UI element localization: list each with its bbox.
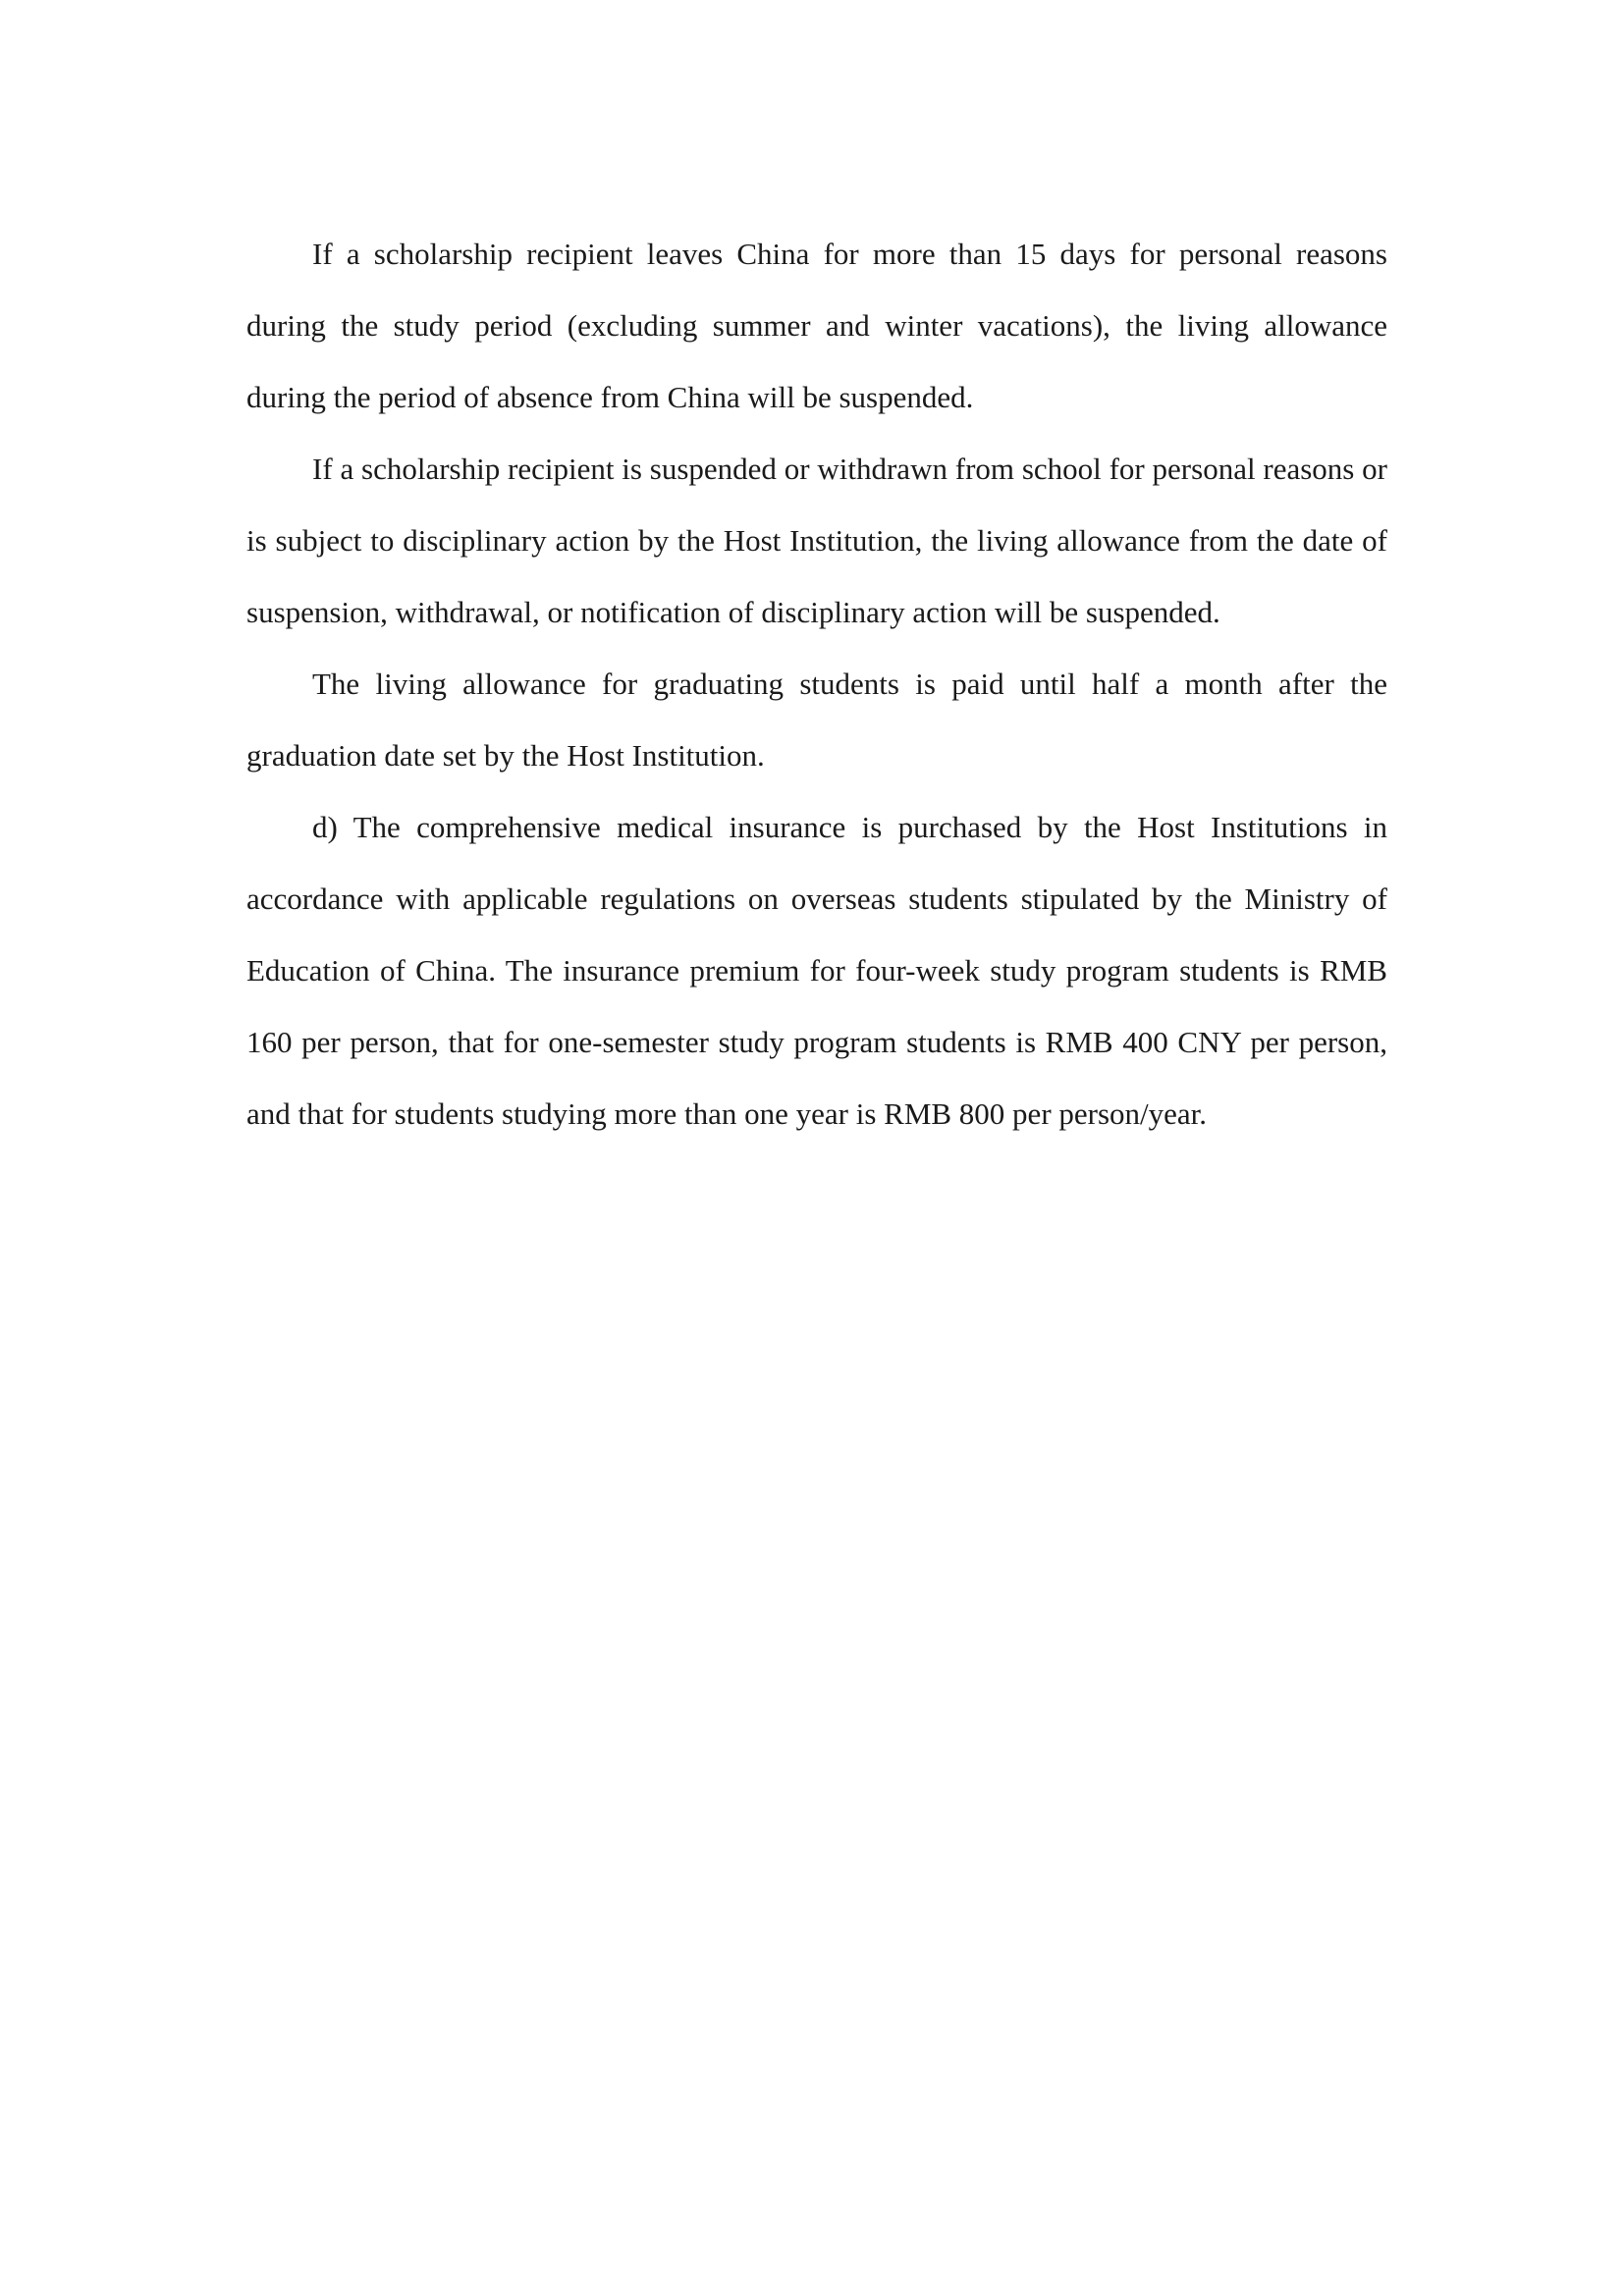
paragraph-absence-from-china: If a scholarship recipient leaves China for more than 15 days for personal reasons during the study period (excluding summer and winter vacations), the living allowance during the period of absence from China will be suspended. xyxy=(246,237,1387,414)
paragraph-medical-insurance: d) The comprehensive medical insurance is purchased by the Host Institutions in accordance with applicable regulations on overseas students stipulated by the Ministry of Education of China. The insurance premium for four-week study program students is RMB 160 per person, that for one-semester study program students is RMB 400 CNY per person, and that for students studying more than one year is RMB 800 per person/year. xyxy=(246,810,1387,1131)
paragraph-graduating-students: The living allowance for graduating students is paid until half a month after the graduation date set by the Host Institution. xyxy=(246,667,1387,773)
paragraph-suspension-withdrawal: If a scholarship recipient is suspended or withdrawn from school for personal reasons or is subject to disciplinary action by the Host Institution, the living allowance from the date of suspension, withdrawal, or notification of disciplinary action will be suspended. xyxy=(246,452,1387,629)
document-body xyxy=(246,218,1387,1149)
